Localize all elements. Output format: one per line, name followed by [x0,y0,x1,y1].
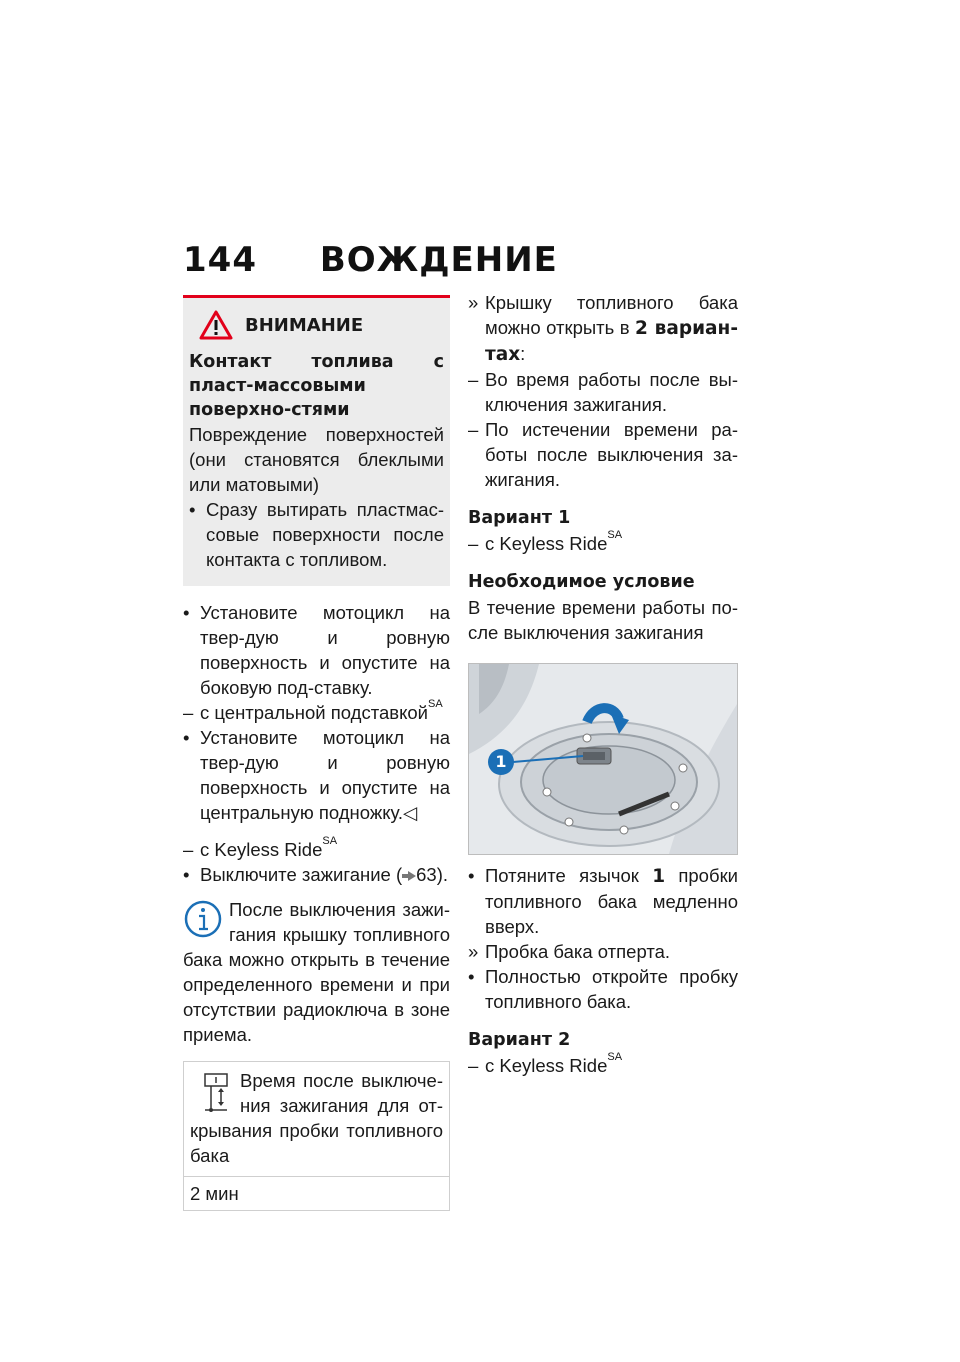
step-text-suffix: ). [436,864,449,885]
step-text-rest: пробки топливного бака медленно вверх. [485,865,738,937]
step-item [183,725,450,825]
warning-header [199,310,444,340]
page-title: ВОЖДЕНИЕ [319,240,558,280]
bullet-marker: • [183,602,190,623]
sa-superscript: SA [428,698,443,710]
step-text-prefix: Выключите зажигание ( [200,864,403,885]
spec-label-row [184,1062,449,1177]
right-column [468,290,738,1078]
warning-bullet-text: Сразу вытирать пластмас-совые поверхности после контакта с топливом. [206,499,444,570]
info-text: После выключения зажи-гания крышку топливного бака можно открыть в течение определенного времени и при отсутствии радиоключа в зоне приема. [183,899,450,1045]
step-item [468,863,738,939]
fuel-cap-illustration [469,664,737,854]
warning-triangle-icon [199,310,233,340]
result-item [468,290,738,367]
requirement-text: В течение времени работы по-сле выключения зажигания [468,597,738,643]
variant-heading: Вариант 2 [468,1030,571,1050]
page-reference[interactable]: 63 [416,864,437,885]
dash-marker: – [468,419,479,440]
info-icon [183,899,223,939]
step-text: Полностью откройте пробку топливного бака. [485,966,738,1012]
bullet-marker: • [183,727,190,748]
dash-marker: – [183,702,194,723]
dash-marker: – [183,839,194,860]
page-ref-arrow-icon [402,871,416,881]
condition-text: с Keyless Ride [485,1055,608,1076]
condition-text: с Keyless Ride [485,533,608,554]
variant-heading: Вариант 1 [468,508,571,528]
sa-superscript: SA [607,529,623,541]
warning-bullet [189,497,444,572]
dash-marker: – [468,1055,479,1076]
condition-item [183,700,450,725]
figure-callout-1: 1 [495,752,507,771]
dash-text: Во время работы после вы-ключения зажигания. [485,369,738,415]
dash-text: По истечении времени ра-боты после выключения за-жигания. [485,419,738,490]
result-colon: : [520,343,526,364]
bullet-marker: • [468,966,475,987]
condition-text: с центральной подставкой [200,702,428,723]
result-bold: 2 вариан-тах [485,318,739,365]
warning-subtitle: Контакт топлива с пласт-массовыми поверхно-стями [189,352,444,420]
spec-label: Время после выключе-ния зажигания для от-крывания пробки топливного бака [190,1070,443,1166]
step-item [183,862,450,887]
page-header [183,240,558,280]
bullet-marker: • [183,864,190,885]
sa-superscript: SA [322,835,338,847]
warning-title: ВНИМАНИЕ [245,314,364,336]
step-text: Потяните язычок [485,865,653,886]
fuel-cap-figure [468,663,738,855]
bullet-marker: • [468,865,475,886]
condition-item [183,837,450,862]
condition-item [468,1053,738,1078]
dash-item [468,367,738,417]
step-item [183,600,450,700]
requirement-heading: Необходимое условие [468,572,695,592]
spec-table [183,1061,450,1211]
left-column [183,295,450,1211]
spec-value-row [184,1177,449,1210]
result-marker: » [468,941,479,962]
condition-item [468,531,738,556]
step-callout-ref: 1 [652,866,666,887]
dash-item [468,417,738,492]
bullet-marker: • [189,499,196,520]
result-marker: » [468,292,479,313]
spec-value: 2 мин [190,1183,239,1204]
condition-text: с Keyless Ride [200,839,323,860]
result-item [468,939,738,964]
page-number: 144 [183,240,257,280]
end-mark: ◁ [403,802,418,823]
sa-superscript: SA [607,1051,623,1063]
step-item [468,964,738,1014]
warning-box [183,295,450,586]
warning-text: Повреждение поверхностей (они становятся блеклыми или матовыми) [189,424,444,495]
step-text: Установите мотоцикл на твер-дую и ровную поверхность и опустите на боковую под-ставку. [200,602,450,698]
result-text: Пробка бака отперта. [485,941,671,962]
dash-marker: – [468,533,479,554]
result-text: Крышку топливного бака можно открыть в [485,292,738,338]
step-text: Установите мотоцикл на твер-дую и ровную поверхность и опустите на центральную подножку. [200,727,450,823]
dash-marker: – [468,369,479,390]
timer-spec-icon [202,1072,230,1116]
info-note [183,897,450,1047]
